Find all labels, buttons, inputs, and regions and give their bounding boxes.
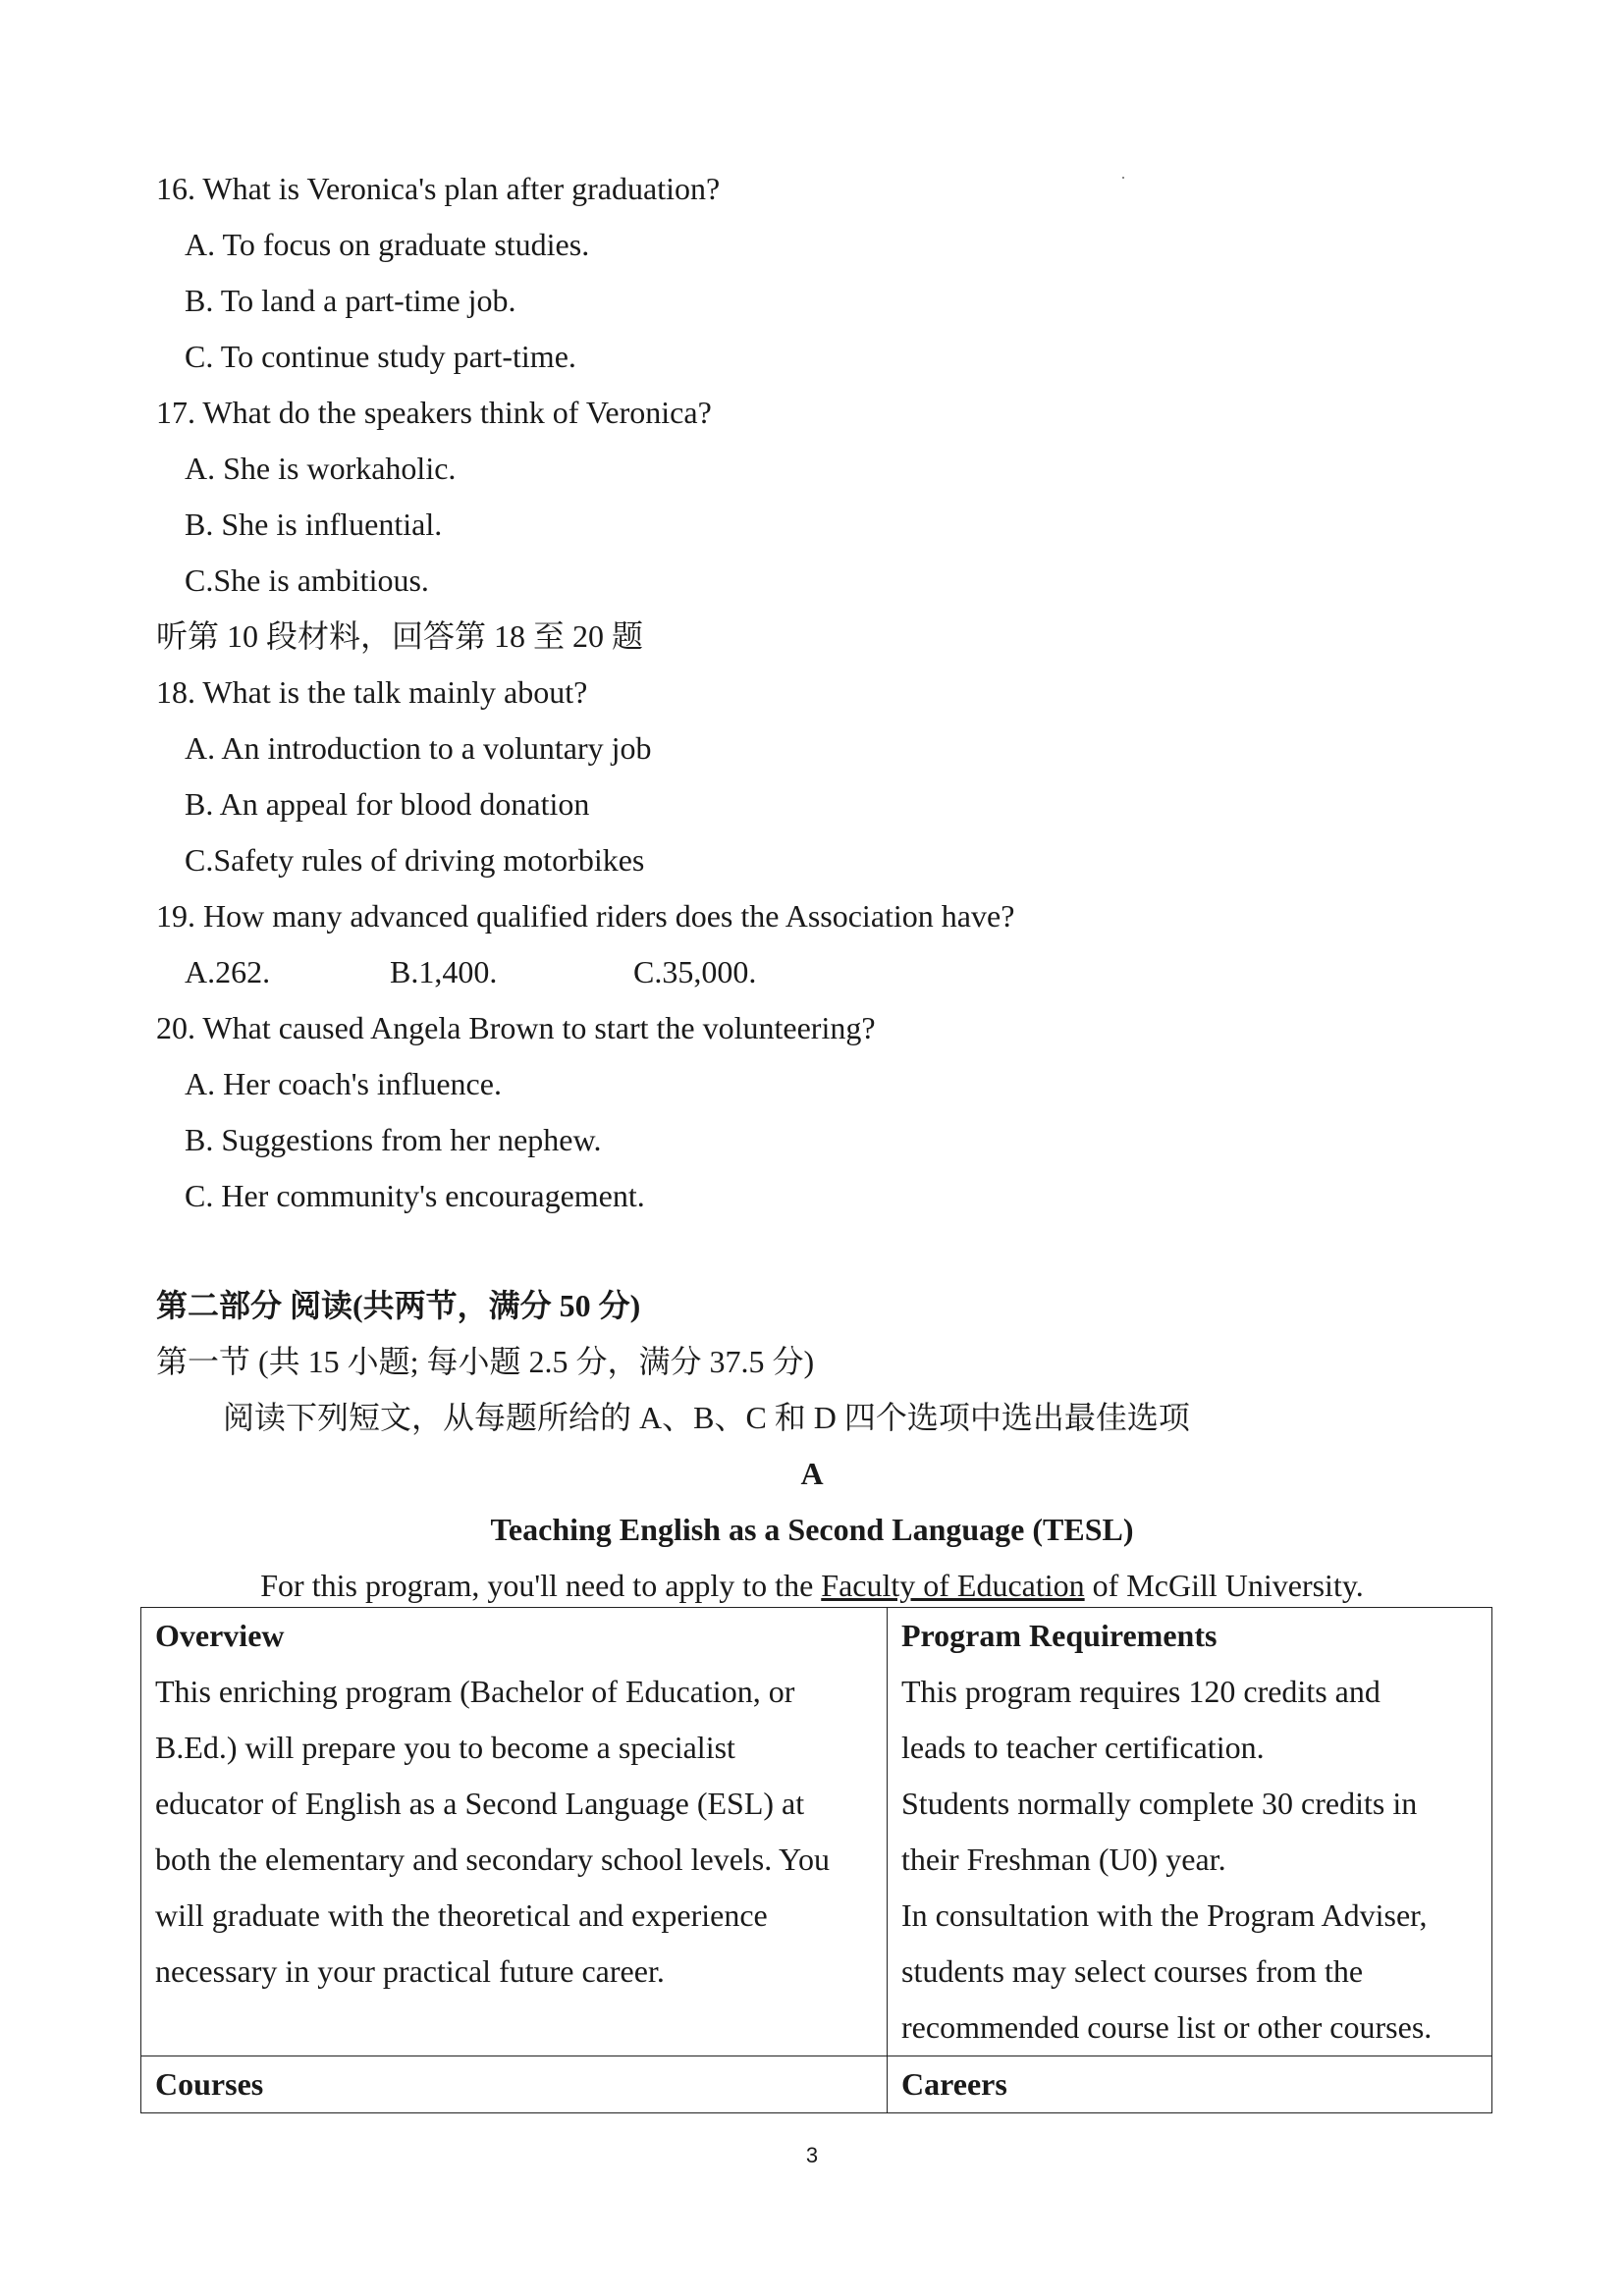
program-info-table [140, 1607, 1492, 2113]
part-2-title: 第二部分 阅读(共两节，满分 50 分) [156, 1288, 641, 1323]
careers-cell [888, 2056, 1492, 2113]
question-17-option-a: A. She is workaholic. [185, 451, 457, 486]
requirements-heading: Program Requirements [901, 1618, 1218, 1653]
intro-text-after: of McGill University. [1084, 1568, 1364, 1603]
requirements-line: students may select courses from the [901, 1953, 1364, 1989]
requirements-line: In consultation with the Program Adviser, [901, 1897, 1428, 1933]
courses-heading: Courses [155, 2066, 264, 2102]
requirements-line: This program requires 120 credits and [901, 1674, 1380, 1709]
overview-cell [141, 1608, 888, 2056]
question-18-option-b: B. An appeal for blood donation [185, 786, 590, 822]
passage-title: Teaching English as a Second Language (TESL) [490, 1512, 1134, 1547]
question-19-option-a: A.262. [185, 954, 271, 989]
section-10-instruction: 听第 10 段材料，回答第 18 至 20 题 [156, 618, 644, 654]
question-19-option-b: B.1,400. [390, 954, 498, 989]
question-16-option-b: B. To land a part-time job. [185, 283, 516, 318]
question-17-stem: 17. What do the speakers think of Veronica? [156, 395, 712, 430]
overview-line: B.Ed.) will prepare you to become a specialist [155, 1730, 735, 1765]
scan-speck [1122, 177, 1124, 179]
page-number: 3 [805, 2143, 819, 2167]
careers-heading: Careers [901, 2066, 1007, 2102]
question-18-stem: 18. What is the talk mainly about? [156, 674, 588, 710]
question-18-option-c: C.Safety rules of driving motorbikes [185, 842, 645, 878]
question-20-stem: 20. What caused Angela Brown to start the volunteering? [156, 1010, 876, 1045]
question-16-option-a: A. To focus on graduate studies. [185, 227, 590, 262]
requirements-line: leads to teacher certification. [901, 1730, 1265, 1765]
intro-text-before: For this program, you'll need to apply to the [260, 1568, 822, 1603]
question-20-option-b: B. Suggestions from her nephew. [185, 1122, 602, 1157]
overview-line: both the elementary and secondary school levels. You [155, 1842, 830, 1877]
requirements-line: recommended course list or other courses. [901, 2009, 1433, 2045]
overview-line: necessary in your practical future career. [155, 1953, 665, 1989]
overview-heading: Overview [155, 1618, 285, 1653]
overview-line: educator of English as a Second Language (ESL) at [155, 1786, 805, 1821]
courses-cell [141, 2056, 888, 2113]
overview-line: This enriching program (Bachelor of Education, or [155, 1674, 795, 1709]
part-2-instruction: 阅读下列短文，从每题所给的 A、B、C 和 D 四个选项中选出最佳选项 [223, 1400, 1190, 1435]
question-20-option-a: A. Her coach's influence. [185, 1066, 502, 1101]
passage-intro [0, 1566, 1624, 1605]
faculty-of-education-link[interactable]: Faculty of Education [821, 1568, 1085, 1603]
part-2-section-1: 第一节 (共 15 小题; 每小题 2.5 分，满分 37.5 分) [156, 1344, 815, 1379]
question-20-option-c: C. Her community's encouragement. [185, 1178, 645, 1213]
requirements-cell [888, 1608, 1492, 2056]
overview-line: will graduate with the theoretical and experience [155, 1897, 768, 1933]
question-16-stem: 16. What is Veronica's plan after graduation? [156, 171, 721, 206]
question-17-option-b: B. She is influential. [185, 507, 443, 542]
question-16-option-c: C. To continue study part-time. [185, 339, 576, 374]
requirements-line: their Freshman (U0) year. [901, 1842, 1226, 1877]
question-19-stem: 19. How many advanced qualified riders does the Association have? [156, 898, 1015, 934]
requirements-line: Students normally complete 30 credits in [901, 1786, 1418, 1821]
passage-letter: A [800, 1456, 824, 1491]
question-18-option-a: A. An introduction to a voluntary job [185, 730, 652, 766]
question-17-option-c: C.She is ambitious. [185, 562, 429, 598]
question-19-option-c: C.35,000. [633, 954, 757, 989]
